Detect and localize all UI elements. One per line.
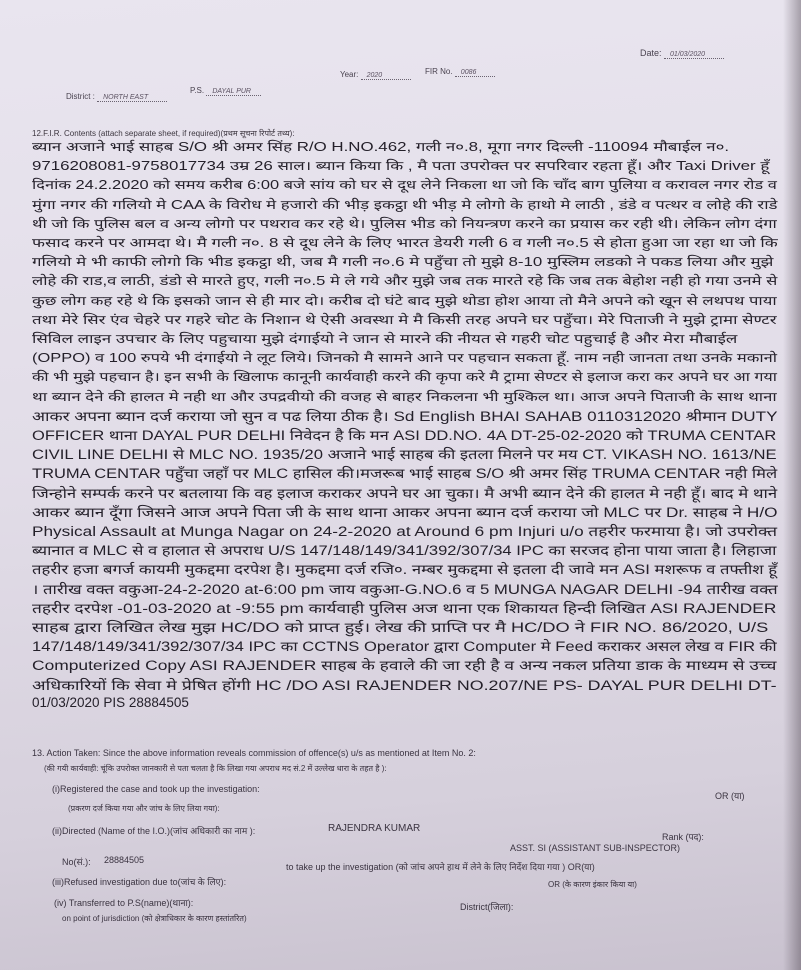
fir-text-line: 9716208081-9758017734 उम्र 26 साल। ब्यान किया कि , मै पता उपरोक्त पर सपरिवार रहता हूँ। और Taxi Driver हूँ xyxy=(32,159,770,174)
fir-text-line: तहरीर हजा बगर्ज कायमी मुकद्दमा दरपेश है। मुकद्दमा दर्ज रजि०. नम्बर मुकद्दमा से इतला दी जावे मन ASI मशरूफ व तफ्तीश हूँ xyxy=(32,562,778,578)
fir-text-line: कुछ लोग कह रहे थे कि इसको जान से ही मार दो। करीब दो घंटे बाद मुझे थोडा होश आया तो मैने अपने को खून से लथपथ पाया xyxy=(32,293,777,308)
io-number-value: 28884505 xyxy=(104,855,145,865)
fir-text-line: तहरीर दरपेश -01-03-2020 at -9:55 pm कार्यवाही पुलिस अज थाना एक शिकायत हिन्दी लिखित ASI RAJENDER xyxy=(32,600,777,616)
fir-text-line: दिनांक 24.2.2020 को समय करीब 6:00 बजे सांय को घर से दूध लेने निकला था जो कि चाँद बाग पुलिया व करावल नगर रोड व xyxy=(32,178,777,193)
fir-text-line: आकर ब्यान दूँगा जिसने आज अपने पिता जी के साथ थाना आकर अपना ब्यान दर्ज कराया जो MLC पर Dr. साहब ने H/O xyxy=(32,504,778,520)
police-station-field xyxy=(190,86,261,96)
fir-text-line: गलियो मे भी काफी लोगो कि भीड इकट्ठा थी, जब मै गली न०.6 मे पहुँचा तो मुझे 8-10 मुस्लिम लडको ने पकड लिया और मुझे xyxy=(32,255,774,270)
fir-text-line: लोहे की राड,व लाठी, डंडो से मारते हुए, गली न०.5 मे ले गये और मुझे जब तक मारते रहे कि जब तक बेहोश नही हो गया उनमे से xyxy=(32,274,778,289)
fir-text-line: OFFICER थाना DAYAL PUR DELHI निवेदन है कि मन ASI DD.NO. 4A DT-25-02-2020 को TRUMA CENTAR xyxy=(32,428,777,443)
fir-number-field xyxy=(425,67,495,77)
jurisdiction-label: on point of jurisdiction (को क्षेत्राधिकार के कारण हस्तांतरित) xyxy=(62,914,247,923)
fir-text-line: ब्यानात व MLC से व हालात से अपराध U/S 147/148/149/341/392/307/34 IPC का सरजद होना पाया जाता है। लिहाजा xyxy=(32,543,777,559)
fir-text-line: की भी मुझे पहचान है। इन सभी के खिलाफ कानूनी कार्यवाही करने की कृपा करे मै ट्रामा सेण्टर से इलाज करा कर अपने घर आ गया xyxy=(32,370,777,385)
fir-text-line: TRUMA CENTAR पहुँचा जहाँ पर MLC हासिल की।मजरूब भाई साहब S/O श्री अमर सिंह TRUMA CENTAR नही मिले xyxy=(32,466,778,482)
date-field xyxy=(640,48,724,59)
fir-text-line: अधिकारियों कि सेवा मे प्रेषित होंगी HC /DO ASI RAJENDER NO.207/NE PS- DAYAL PUR DELHI DT- xyxy=(32,677,777,693)
ps-label: P.S. xyxy=(190,86,205,95)
fir-value: 0086 xyxy=(460,69,477,76)
directed-io-label: (ii)Directed (Name of the I.O.)(जांच अधिकारी का नाम ): xyxy=(52,826,256,836)
fir-label: FIR No. xyxy=(425,67,453,76)
fir-text-line: आकर अपना ब्यान दर्ज कराया जो सुन व पढ लिया ठीक है। Sd English BHAI SAHAB 0110312020 श्रीमान DUTY xyxy=(32,408,778,424)
fir-text-line: फसाद करने पर आमदा थे। मै गली न०. 8 से दूध लेने के लिए भारत डेयरी गली 6 व गली न०.5 से होता हुआ जा रहा था जो कि xyxy=(32,236,778,250)
io-name-value: RAJENDRA KUMAR xyxy=(328,823,421,834)
date-value: 01/03/2020 xyxy=(670,51,706,58)
fir-text-line: ब्यान अजाने भाई साहब S/O श्री अमर सिंह R/O H.NO.462, गली न०.8, मूगा नगर दिल्ली -110094 मौबाईल न०. xyxy=(32,140,730,154)
fir-text-line: 147/148/149/341/392/307/34 IPC का CCTNS Operator द्वारा Computer मे Feed कराकर असल लेख व FIR की xyxy=(32,639,777,655)
fir-contents-heading: 12.F.I.R. Contents (attach separate sheet, if required)(प्रथम सूचना रिपोर्ट तथ्य): xyxy=(32,129,295,138)
fir-text-line: 01/03/2020 PIS 28884505 xyxy=(32,694,189,710)
district-transfer-label: District(जिला): xyxy=(460,902,514,912)
fir-text-line: मुंगा नगर की गलियो मे CAA के विरोध मे हजारो की भीड़ इकट्ठा थी भीड़ मे लोगो के हाथो मे लाठी , डंडे व पत्थर व लोहे की राडे xyxy=(32,197,778,212)
or-label-1: OR (या) xyxy=(715,791,745,801)
rank-value: ASST. SI (ASSISTANT SUB-INSPECTOR) xyxy=(510,843,681,853)
fir-text-line: साहब द्वारा लिखित लेख मुझ HC/DO को प्राप्त हुई। लेख की प्राप्ति पर मै HC/DO ने FIR NO. 86/2020, U/S xyxy=(32,620,769,635)
fir-text-line: (OPPO) व 100 रुपये भी दंगाईयो ने लूट लिये। जिनको मै सामने आने पर पहचान सकता हूँ. नाम नही जानता तथा उनके मकानो xyxy=(32,351,778,366)
registered-case-hindi: (प्रकरण दर्ज किया गया और जांच के लिए लिया गया): xyxy=(68,804,220,813)
fir-text-line: CIVIL LINE DELHI से MLC NO. 1935/20 अजाने भाई साहब की इतला मिलने पर मय CT. VIKASH NO. 1613/NE xyxy=(32,447,777,463)
or-label-2: OR (के कारण इंकार किया या) xyxy=(548,880,637,889)
district-label: District : xyxy=(66,92,95,101)
fir-text-line: Physical Assault at Munga Nagar on 24-2-2020 at Around 6 pm Injuri u/o तहरीर फरमाया है। जो उपरोक्त xyxy=(32,524,778,539)
action-taken-heading: 13. Action Taken: Since the above information reveals commission of offence(s) u/s as mentioned at Item No. 2: xyxy=(32,748,476,758)
year-field xyxy=(340,70,411,80)
page-shadow xyxy=(783,0,801,970)
refused-investigation-label: (iii)Refused investigation due to(जांच के लिए): xyxy=(52,877,227,887)
action-taken-heading-hindi: (की गयी कार्यवाही: चूंकि उपरोक्त जानकारी से पता चलता है कि लिखा गया अपराध मद सं.2 में उल्लेख धारा के तहत है ): xyxy=(44,764,387,773)
fir-text-line: । तारीख वक्त वकुआ-24-2-2020 at-6:00 pm जाय वकुआ-G.NO.6 व 5 MUNGA NAGAR DELHI -94 तारीख वक्त xyxy=(32,581,778,597)
fir-text-line: सिविल लाइन उपचार के लिए पहुचाया मुझे दंगाईयो ने जान से मारने की नीयत से गहरी चोट पहुचाई है और मेरा मौबाईल xyxy=(32,332,738,346)
fir-text-line: था ब्यान देने की हालत मे नही था और उपद्रवीयो की वजह से बाहर निकलना भी मुश्किल था। आज अपने पिताजी के साथ थाना xyxy=(32,389,777,404)
fir-text-line: Computerized Copy ASI RAJENDER साहब के हवाले की जा रही है व अन्य नकल प्रतिया डाक के माध्यम से उच्च xyxy=(32,658,777,674)
year-value: 2020 xyxy=(366,72,383,79)
district-field xyxy=(66,92,167,102)
registered-case-label: (i)Registered the case and took up the investigation: xyxy=(52,784,260,794)
fir-text-line: जिन्होने सम्पर्क करने पर बतलाया कि वह इलाज कराकर अपने घर आ चुका। मै अभी ब्यान देने की हालत मे नही हूँ। बाद मे थाने xyxy=(32,485,778,501)
io-number-label: No(सं.): xyxy=(62,857,91,867)
take-up-investigation-label: to take up the investigation (को जांच अपने हाथ में लेने के लिए निर्देश दिया गया ) OR(या) xyxy=(286,862,595,872)
fir-text-line: थी जो कि पुलिस बल व अन्य लोगो पर पथराव कर रहे थे। पुलिस भीड को नियन्त्रण करने का प्रयास कर रही थी। लेकिन लोग दंगा xyxy=(32,216,777,231)
district-value: NORTH EAST xyxy=(103,94,149,101)
date-label: Date: xyxy=(640,48,662,58)
transferred-to-label: (iv) Transferred to P.S(name)(थाना): xyxy=(54,898,194,908)
ps-value: DAYAL PUR xyxy=(212,88,251,95)
rank-label: Rank (पद): xyxy=(662,832,704,842)
fir-text-line: तथा मेरे सिर एंव चेहरे पर गहरे चोट के निशान थे ऐसी अवस्था मे मै किसी तरह अपने घर पहुँचा। मेरे पिताजी ने मुझे ट्रामा सेण्टर xyxy=(32,312,777,327)
year-label: Year: xyxy=(340,70,359,79)
